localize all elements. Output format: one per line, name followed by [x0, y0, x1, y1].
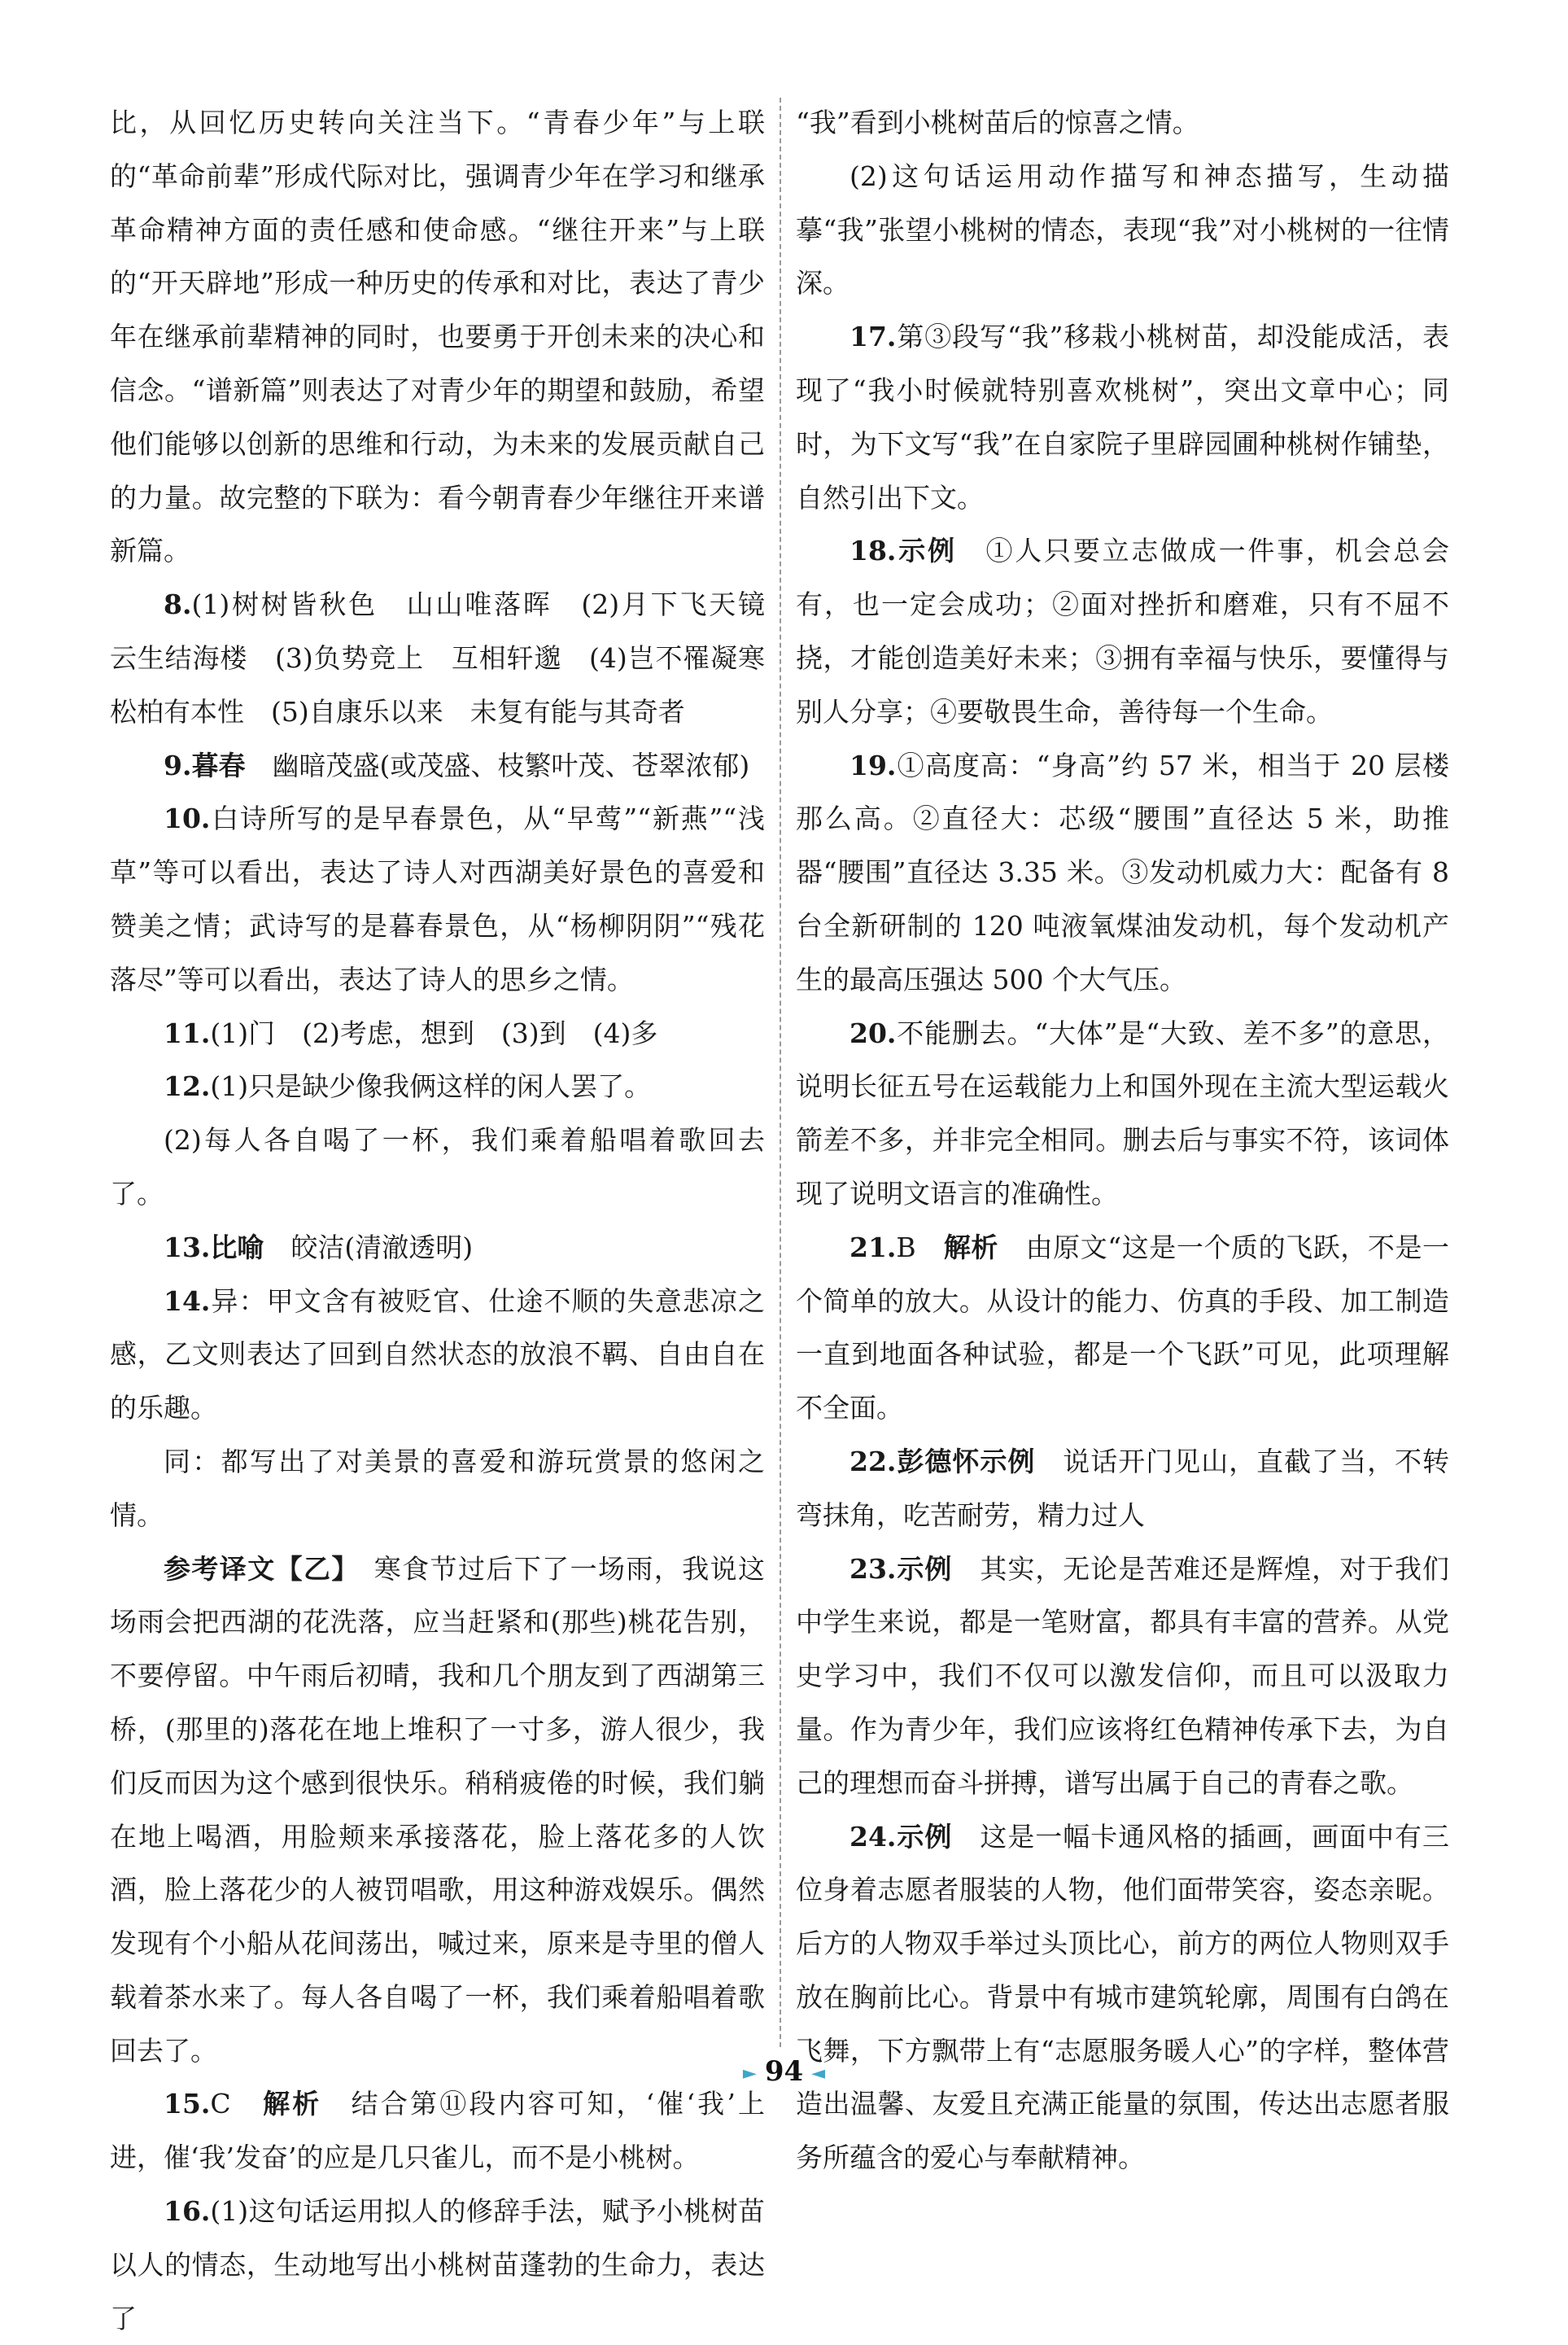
paragraph-text: 结合第⑪段内容可知，‘催‘我’上进，催‘我’发奋’的应是几只雀儿，而不是小桃树。: [110, 2088, 766, 2174]
question-number: 14.: [164, 1284, 211, 1317]
paragraph-text: 白诗所写的是早春景色，从“早莺”“新燕”“浅草”等可以看出，表达了诗人对西湖美好景色的喜爱和赞美之情；武诗写的是暮春景色，从“杨柳阴阴”“残花落尽”等可以看出，表达了诗人的思乡之情。: [110, 803, 765, 995]
question-number: 24.: [850, 1820, 897, 1853]
answer-paragraph: [796, 739, 1449, 1007]
paragraph-text: “我”看到小桃树苗后的惊喜之情。: [796, 107, 1199, 138]
choice-answer: B: [896, 1231, 916, 1263]
paragraph-text: (1)树树皆秋色 山山唯落晖 (2)月下飞天镜 云生结海楼 (3)负势竞上 互相轩邈 (4)岂不罹凝寒 松柏有本性 (5)自康乐以来 未复有能与其奇者: [110, 588, 792, 728]
paragraph-text: 皎洁(清澈透明): [264, 1231, 474, 1263]
question-number: 20.: [850, 1017, 897, 1049]
section-label: 示例: [896, 1552, 953, 1585]
answer-paragraph: [110, 578, 792, 738]
answer-paragraph: [110, 1435, 765, 1542]
answer-paragraph: [110, 1007, 765, 1061]
answer-paragraph: [796, 524, 1449, 738]
paragraph-text: 由原文“这是一个质的飞跃，不是一个简单的放大。从设计的能力、仿真的手段、加工制造一直到地面各种试验，都是一个飞跃”可见，此项理解不全面。: [796, 1231, 1450, 1424]
question-number: 17.: [850, 321, 897, 353]
section-label: 参考译文【乙】: [164, 1552, 347, 1585]
answer-paragraph: [110, 1221, 765, 1275]
question-number: 9.: [164, 749, 192, 781]
answer-paragraph: [110, 739, 765, 793]
answer-paragraph: [796, 150, 1449, 310]
answer-paragraph: [796, 310, 1449, 524]
right-column: [796, 96, 1449, 2185]
paragraph-text: (2)这句话运用动作描写和神态描写，生动描摹“我”张望小桃树的情态，表现“我”对小桃树的一往情深。: [796, 160, 1449, 300]
answer-paragraph: [796, 1007, 1449, 1221]
question-number: 10.: [164, 803, 211, 835]
answer-paragraph: [110, 96, 765, 578]
question-number: 12.: [164, 1070, 211, 1103]
right-arrow-icon: ◄: [811, 2063, 826, 2084]
question-number: 22.: [850, 1445, 897, 1477]
paragraph-text: ①高度高：“身高”约 57 米，相当于 20 层楼那么高。②直径大：芯级“腰围”直径达 5 米，助推器“腰围”直径达 3.35 米。③发动机威力大：配备有 8 台全新研制的 120 吨液氧煤油发动机，每个发动机产生的最高压强达 500 个大气压。: [796, 749, 1449, 995]
question-number: 21.: [850, 1231, 897, 1263]
page-footer: [0, 2055, 1568, 2088]
key-answer: 比喻: [210, 1231, 264, 1263]
paragraph-text: 寒食节过后下了一场雨，我说这场雨会把西湖的花洗落，应当赶紧和(那些)桃花告别，不要停留。中午雨后初晴，我和几个朋友到了西湖第三桥，(那里的)落花在地上堆积了一寸多，游人很少，我们反而因为这个感到很快乐。稍稍疲倦的时候，我们躺在地上喝酒，用脸颊来承接落花，脸上落花多的人饮酒，脸上落花少的人被罚唱歌，用这种游戏娱乐。偶然发现有个小船从花间荡出，喊过来，原来是寺里的僧人载着茶水来了。每人各自喝了一杯，我们乘着船唱着歌回去了。: [110, 1552, 766, 2067]
key-answer: 暮春: [191, 749, 246, 781]
page-number: 94: [764, 2055, 804, 2088]
paragraph-text: (1)门 (2)考虑，想到 (3)到 (4)多: [210, 1017, 658, 1049]
answer-paragraph: [796, 96, 1449, 150]
answer-paragraph: [110, 2185, 765, 2345]
answer-paragraph: [110, 792, 765, 1006]
answer-paragraph: [110, 1275, 765, 1435]
paragraph-text: 幽暗茂盛(或茂盛、枝繁叶茂、苍翠浓郁): [245, 749, 750, 781]
paragraph-text: ①人只要立志做成一件事，机会总会有，也一定会成功；②面对挫折和磨难，只有不屈不挠，才能创造美好未来；③拥有幸福与快乐，要懂得与别人分享；④要敬畏生命，善待每一个生命。: [796, 535, 1450, 728]
section-label: 示例: [896, 535, 957, 567]
answer-paragraph: [110, 2077, 765, 2185]
question-number: 8.: [164, 588, 192, 621]
section-label: 解析: [943, 1231, 998, 1263]
paragraph-text: 同：都写出了对美景的喜爱和游玩赏景的悠闲之情。: [110, 1445, 765, 1531]
answer-paragraph: [796, 1435, 1449, 1542]
left-arrow-icon: ►: [742, 2063, 757, 2084]
paragraph-text: (2)每人各自喝了一杯，我们乘着船唱着歌回去了。: [110, 1124, 765, 1210]
question-number: 16.: [164, 2195, 211, 2228]
question-number: 13.: [164, 1231, 211, 1263]
paragraph-text: (1)这句话运用拟人的修辞手法，赋予小桃树苗以人的情态，生动地写出小桃树苗蓬勃的生命力，表达了: [110, 2195, 765, 2334]
paragraph-text: 异：甲文含有被贬官、仕途不顺的失意悲凉之感，乙文则表达了回到自然状态的放浪不羁、自由自在的乐趣。: [110, 1284, 765, 1424]
paragraph-text: (1)只是缺少像我俩这样的闲人罢了。: [210, 1070, 652, 1103]
column-divider: [780, 98, 781, 2047]
choice-answer: C: [210, 2088, 231, 2120]
question-number: 18.: [850, 535, 897, 567]
question-number: 23.: [850, 1552, 897, 1585]
paragraph-text: 说话开门见山，直截了当，不转弯抹角，吃苦耐劳，精力过人: [796, 1445, 1450, 1531]
key-answer: 彭德怀: [896, 1445, 981, 1477]
question-number: 15.: [164, 2088, 211, 2120]
question-number: 19.: [850, 749, 897, 781]
answer-paragraph: [110, 1113, 765, 1221]
question-number: 11.: [164, 1017, 211, 1049]
section-label: 示例: [896, 1820, 953, 1853]
answer-paragraph: [796, 1542, 1449, 1810]
answer-paragraph: [110, 1060, 765, 1113]
section-label: 解析: [263, 2088, 322, 2120]
paragraph-text: 第③段写“我”移栽小桃树苗，却没能成活，表现了“我小时候就特别喜欢桃树”，突出文章中心；同时，为下文写“我”在自家院子里辟园圃种桃树作铺垫，自然引出下文。: [796, 321, 1449, 514]
paragraph-text: 这是一幅卡通风格的插画，画面中有三位身着志愿者服装的人物，他们面带笑容，姿态亲昵。后方的人物双手举过头顶比心，前方的两位人物则双手放在胸前比心。背景中有城市建筑轮廓，周围有白鸽在飞舞，下方飘带上有“志愿服务暖人心”的字样，整体营造出温馨、友爱且充满正能量的氛围，传达出志愿者服务所蕴含的爱心与奉献精神。: [796, 1820, 1450, 2174]
answer-paragraph: [796, 1810, 1449, 2185]
paragraph-text: 比，从回忆历史转向关注当下。“青春少年”与上联的“革命前辈”形成代际对比，强调青少年在学习和继承革命精神方面的责任感和使命感。“继往开来”与上联的“开天辟地”形成一种历史的传承和对比，表达了青少年在继承前辈精神的同时，也要勇于开创未来的决心和信念。“谱新篇”则表达了对青少年的期望和鼓励，希望他们能够以创新的思维和行动，为未来的发展贡献自己的力量。故完整的下联为：看今朝青春少年继往开来谱新篇。: [110, 107, 765, 567]
section-label: 示例: [980, 1445, 1036, 1477]
answer-paragraph: [110, 1542, 765, 2078]
paragraph-text: 不能删去。“大体”是“大致、差不多”的意思，说明长征五号在运载能力上和国外现在主流大型运载火箭差不多，并非完全相同。删去后与事实不符，该词体现了说明文语言的准确性。: [796, 1017, 1449, 1210]
answer-paragraph: [796, 1221, 1449, 1435]
paragraph-text: 其实，无论是苦难还是辉煌，对于我们中学生来说，都是一笔财富，都具有丰富的营养。从党史学习中，我们不仅可以激发信仰，而且可以汲取力量。作为青少年，我们应该将红色精神传承下去，为自己的理想而奋斗拼搏，谱写出属于自己的青春之歌。: [796, 1552, 1450, 1799]
